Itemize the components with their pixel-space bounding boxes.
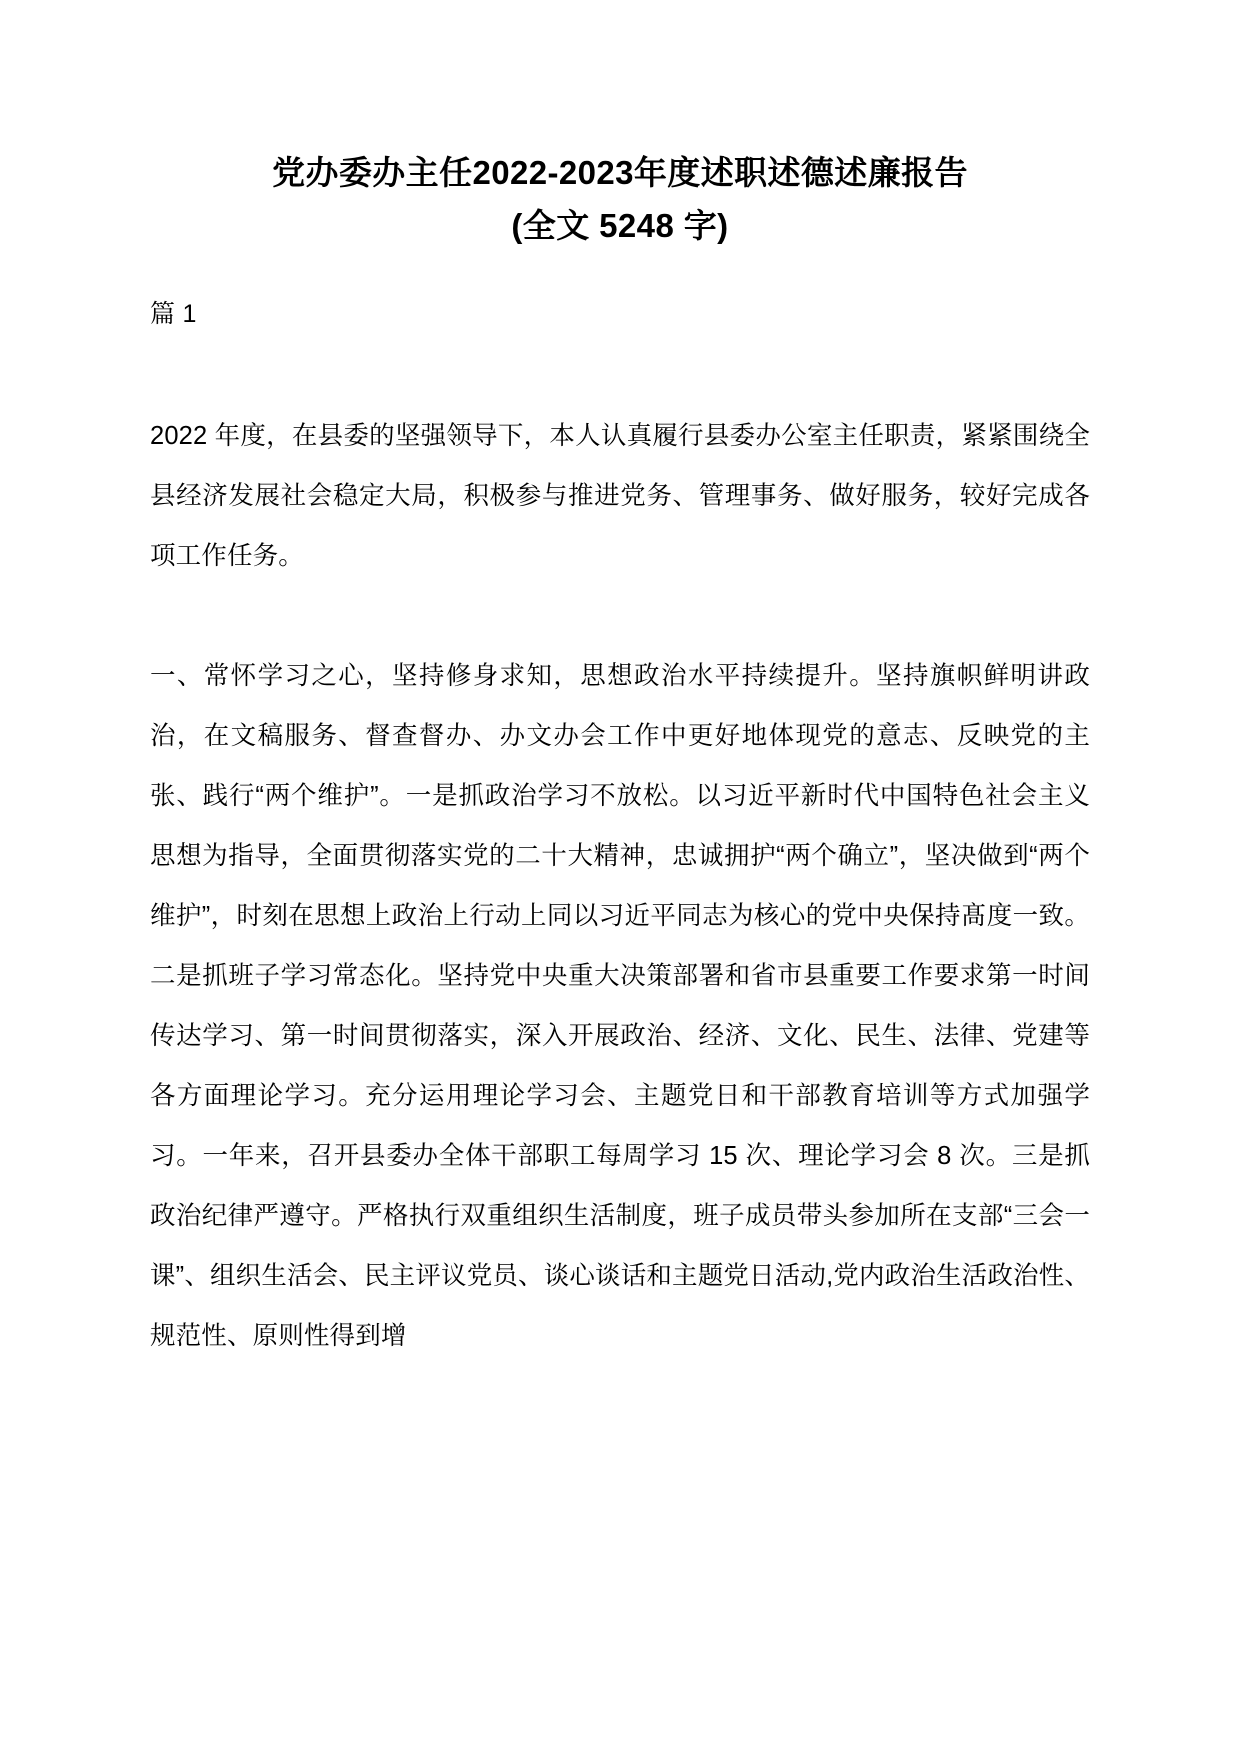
body-paragraph: 一、常怀学习之心，坚持修身求知，思想政治水平持续提升。坚持旗帜鲜明讲政治，在文稿服务、督查督办、办文办会工作中更好地体现党的意志、反映党的主张、践行“两个维护”。一是抓政治学习不放松。以习近平新时代中国特色社会主义思想为指导，全面贯彻落实党的二十大精神，忠诚拥护“两个确立”，坚决做到“两个维护”，时刻在思想上政治上行动上同以习近平同志为核心的党中央保持髙度一致。二是抓班子学习常态化。坚持党中央重大决策部署和省市县重要工作要求第一时间传达学习、第一时间贯彻落实，深入开展政治、经济、文化、民生、法律、党建等各方面理论学习。充分运用理论学习会、主题党日和干部教育培训等方式加强学习。一年来，召开县委办全体干部职工每周学习 15 次、理论学习会 8 次。三是抓政治纪律严遵守。严格执行双重组织生活制度，班子成员带头参加所在支部“三会一课”、组织生活会、民主评议党员、谈心谈话和主题党日活动,党内政治生活政治性、规范性、原则性得到增 — [150, 662, 1090, 1351]
paragraph-spacer — [150, 338, 1090, 406]
body-paragraph: 2022 年度，在县委的坚强领导下，本人认真履行县委办公室主任职责，紧紧围绕全县经济发展社会稳定大局，积极参与推进党务、管理事务、做好服务，较好完成各项工作任务。 — [150, 422, 1090, 571]
page-subtitle-word-count: (全文 5248 字) — [511, 207, 729, 245]
paragraph-spacer — [150, 586, 1090, 646]
page-title: 党办委办主任2022-2023年度述职述德述廉报告 — [272, 154, 968, 191]
section-marker: 篇 1 — [150, 299, 197, 328]
